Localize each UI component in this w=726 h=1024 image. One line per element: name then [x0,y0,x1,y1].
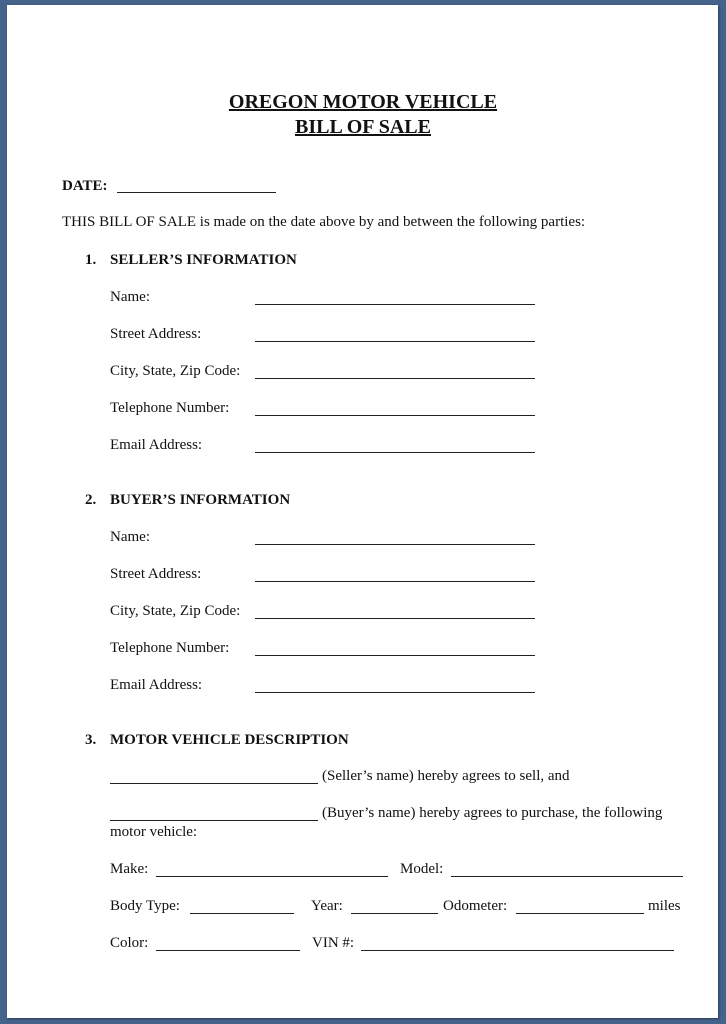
vin-label: VIN #: [312,935,355,951]
vehicle-section-heading: MOTOR VEHICLE DESCRIPTION [110,732,349,748]
buyer-agreement-text: (Buyer’s name) hereby agrees to purchase, the following [322,805,663,821]
buyer-agreement-text-cont: motor vehicle: [110,824,198,840]
odometer-field[interactable] [516,913,644,914]
date-field[interactable] [117,192,276,193]
seller-telephone-number-label: Telephone Number: [110,400,230,416]
seller-agreement-text: (Seller’s name) hereby agrees to sell, and [322,768,570,784]
make-label: Make: [110,861,149,877]
seller-section-heading: SELLER’S INFORMATION [110,252,297,268]
vehicle-section-number: 3. [85,732,97,748]
buyer-name-field[interactable] [255,544,535,545]
color-field[interactable] [156,950,300,951]
body-type-field[interactable] [190,913,294,914]
make-field[interactable] [156,876,388,877]
seller-city-state-zip-code-field[interactable] [255,378,535,379]
seller-email-address-field[interactable] [255,452,535,453]
buyer-city-state-zip-code-label: City, State, Zip Code: [110,603,241,619]
date-label: DATE: [62,178,108,194]
model-label: Model: [400,861,444,877]
miles-label: miles [648,898,681,914]
seller-street-address-label: Street Address: [110,326,202,342]
seller-name-field[interactable] [110,783,318,784]
buyer-email-address-field[interactable] [255,692,535,693]
seller-name-field[interactable] [255,304,535,305]
buyer-section-number: 2. [85,492,97,508]
seller-city-state-zip-code-label: City, State, Zip Code: [110,363,241,379]
buyer-street-address-field[interactable] [255,581,535,582]
year-field[interactable] [351,913,438,914]
odometer-label: Odometer: [443,898,508,914]
seller-email-address-label: Email Address: [110,437,203,453]
buyer-name-field[interactable] [110,820,318,821]
buyer-city-state-zip-code-field[interactable] [255,618,535,619]
title-line-1: OREGON MOTOR VEHICLE [228,91,498,113]
year-label: Year: [311,898,343,914]
title-line-2: BILL OF SALE [295,116,431,138]
buyer-telephone-number-field[interactable] [255,655,535,656]
seller-telephone-number-field[interactable] [255,415,535,416]
buyer-name-label: Name: [110,529,150,545]
buyer-email-address-label: Email Address: [110,677,203,693]
intro-text: THIS BILL OF SALE is made on the date above by and between the following parties: [62,214,586,230]
seller-street-address-field[interactable] [255,341,535,342]
vin-field[interactable] [361,950,674,951]
seller-name-label: Name: [110,289,150,305]
model-field[interactable] [451,876,683,877]
buyer-telephone-number-label: Telephone Number: [110,640,230,656]
buyer-street-address-label: Street Address: [110,566,202,582]
seller-section-number: 1. [85,252,97,268]
color-label: Color: [110,935,149,951]
buyer-section-heading: BUYER’S INFORMATION [110,492,291,508]
body-type-label: Body Type: [110,898,180,914]
